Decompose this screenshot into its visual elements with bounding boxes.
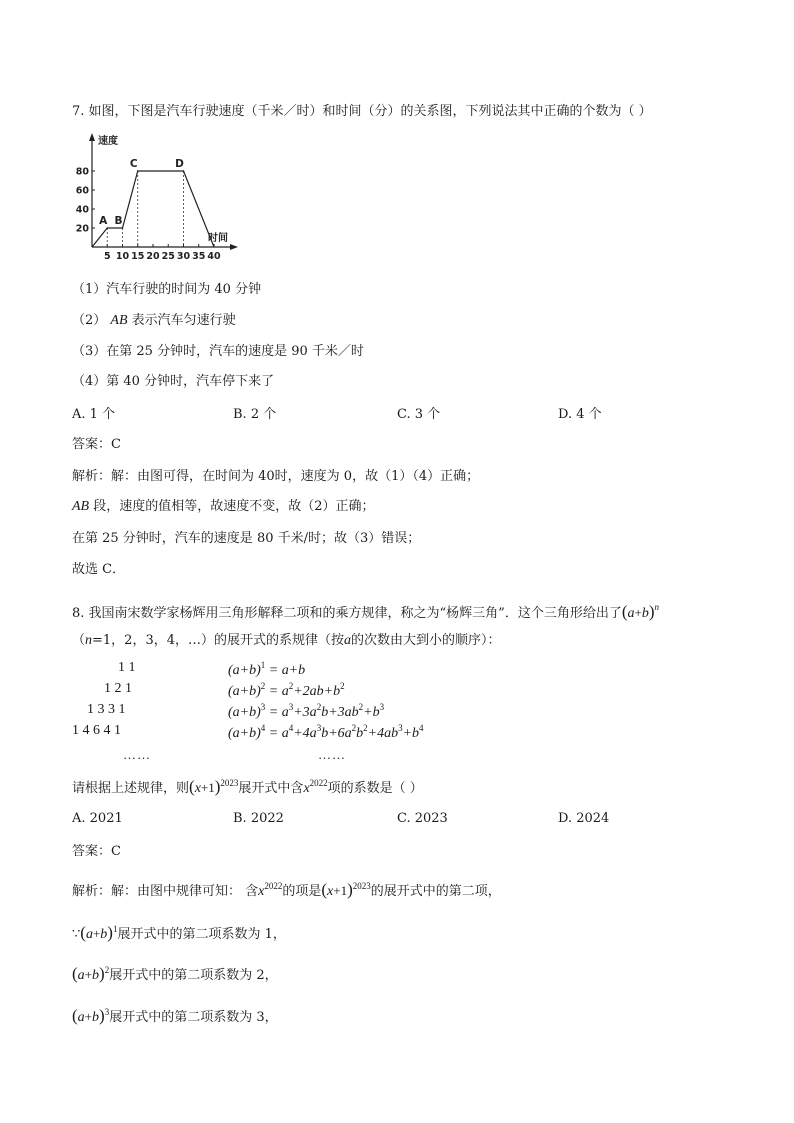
data-point: [122, 227, 124, 229]
expansion-3: $(a+b)^3 = a^3+3a^2b+3ab^2+b^3$: [228, 702, 385, 720]
q7-option-a: A. 1 个: [72, 407, 116, 422]
q8-solution-1-mid: 的项是: [282, 884, 322, 899]
q8-option-d: D. 2024: [558, 811, 610, 826]
triangle-dots: ……: [123, 747, 151, 762]
q8-stem-a: a: [344, 633, 351, 648]
q7-option-b: B. 2 个: [233, 407, 277, 422]
q8-solution-4: $(a+b)^3$展开式中的第二项系数为 3，: [72, 1006, 278, 1025]
q8-solution-3-text: 展开式中的第二项系数为 2，: [109, 968, 278, 983]
q7-statement-2-prefix: （2）: [72, 313, 107, 328]
q7-answer: 答案：C: [72, 437, 121, 452]
q8-question-post: 展开式中含: [238, 781, 304, 796]
q8-solution-2: $\because(a+b)^1$展开式中的第二项系数为 1，: [72, 923, 286, 942]
q8-exponent-2022: 2022: [309, 778, 328, 788]
q8-stem-line-2: [72, 632, 501, 650]
q8-solution-exp-2022: 2022: [264, 881, 283, 891]
q8-answer: 答案：C: [72, 844, 121, 859]
expansion-2: $(a+b)^2 = a^2+2ab+b^2$: [228, 681, 345, 699]
q8-option-c: C. 2023: [397, 811, 448, 826]
q8-solution-exp-2023: 2023: [352, 881, 371, 891]
q8-stem-order: 的次数由大到小的顺序）：: [351, 633, 501, 648]
x-tick-label: 35: [192, 251, 206, 262]
x-tick-label: 10: [115, 251, 130, 262]
x-tick-label: 30: [176, 251, 191, 262]
data-point: [137, 170, 139, 172]
q8-exponent-2023: 2023: [220, 778, 239, 788]
q8-solution-3: $(a+b)^2$展开式中的第二项系数为 2，: [72, 964, 278, 983]
q8-question-tail: 项的系数是（ ）: [327, 781, 423, 796]
expansion-1: $(a+b)^1 = a+b$: [228, 660, 306, 678]
q7-statement-2-rest: 表示汽车匀速行驶: [127, 313, 236, 328]
y-tick-label: 60: [75, 185, 89, 197]
q7-solution-2-ab: AB: [72, 499, 90, 514]
x-axis-arrow: [230, 244, 238, 250]
q7-statement-2-ab: AB: [110, 313, 128, 328]
y-tick-label: 80: [75, 166, 89, 178]
point-label-c: C: [129, 158, 138, 170]
q8-stem-n: n: [85, 633, 93, 648]
y-tick-label: 20: [75, 223, 89, 235]
expansion-4: $(a+b)^4 = a^4+4a^3b+6a^2b^2+4ab^3+b^4$: [228, 723, 424, 741]
x-tick-label: 5: [103, 251, 111, 262]
q8-solution-4-text: 展开式中的第二项系数为 3，: [109, 1010, 278, 1025]
q7-options: [72, 403, 712, 421]
x-tick-label: 15: [131, 251, 145, 262]
q7-statement-4: （4）第 40 分钟时，汽车停下来了: [72, 374, 275, 389]
q8-solution-1-pre: 解析：解：由图中规律可知： 含: [72, 884, 259, 899]
q7-solution-3: 在第 25 分钟时，汽车的速度是 80 千米/时；故（3）错误；: [72, 531, 421, 546]
q7-option-c: C. 3 个: [397, 407, 441, 422]
x-tick-label: 25: [161, 251, 175, 262]
q8-options: [72, 811, 712, 829]
data-point: [183, 170, 185, 172]
triangle-row-4: 1 4 6 4 1: [72, 723, 121, 738]
data-point: [106, 227, 108, 229]
expansion-dots: ……: [318, 747, 346, 762]
q8-question: 请根据上述规律，则$(x+1)^{2023}$展开式中含$x^{2022}$项的系数是（ ）: [72, 777, 423, 796]
q8-option-b: B. 2022: [233, 811, 284, 826]
triangle-row-2: 1 2 1: [104, 681, 132, 696]
q7-statement-2: [72, 312, 236, 330]
point-label-a: A: [99, 215, 108, 227]
q7-solution-4: 故选 C．: [72, 562, 126, 577]
q7-option-d: D. 4 个: [558, 407, 602, 422]
y-tick-label: 40: [75, 204, 89, 216]
speed-time-chart: [72, 130, 272, 265]
q7-solution-2: [72, 498, 375, 516]
q8-stem-text: 8. 我国南宋数学家杨辉用三角形解释二项和的乘方规律，称之为“杨辉三角”．这个三角形给出了: [72, 606, 622, 621]
x-axis-label: 时间: [208, 233, 228, 244]
point-label-d: D: [175, 158, 184, 170]
q7-statement-3: （3）在第 25 分钟时，汽车的速度是 90 千米／时: [72, 344, 364, 359]
speed-series-line: [92, 171, 214, 247]
q7-statement-1: （1）汽车行驶的时间为 40 分钟: [72, 282, 262, 297]
because-symbol: ∵: [72, 927, 81, 942]
q8-solution-2-text: 展开式中的第二项系数为 1，: [117, 927, 286, 942]
x-tick-label: 40: [207, 251, 221, 262]
q7-stem: 7. 如图，下图是汽车行驶速度（千米／时）和时间（分）的关系图，下列说法其中正确的个数为（ ）: [72, 104, 652, 119]
y-axis-arrow: [89, 133, 95, 141]
triangle-row-1: 1 1: [118, 660, 136, 675]
q8-question-pre: 请根据上述规律，则: [72, 781, 190, 796]
q8-stem-line-1: 8. 我国南宋数学家杨辉用三角形解释二项和的乘方规律，称之为“杨辉三角”．这个三角形给出了$(a+b)^n$: [72, 602, 660, 621]
y-axis-label: 速度: [98, 136, 118, 147]
x-tick-label: 20: [146, 251, 160, 262]
q8-stem-paren: （: [72, 633, 86, 648]
q7-solution-1: 解析：解：由图可得，在时间为 40时，速度为 0，故（1）（4）正确；: [72, 469, 480, 484]
q8-stem-rule: =1，2，3，4，…）的展开式的系规律（按: [92, 633, 344, 648]
q7-solution-2-rest: 段，速度的值相等，故速度不变，故（2）正确；: [89, 499, 375, 514]
q8-solution-1: 解析：解：由图中规律可知： 含$x^{2022}$的项是$(x+1)^{2023}$的展开式中的第二项，: [72, 880, 501, 899]
point-label-b: B: [114, 215, 123, 227]
q8-solution-1-post: 的展开式中的第二项，: [370, 884, 501, 899]
q8-option-a: A. 2021: [72, 811, 123, 826]
triangle-row-3: 1 3 3 1: [87, 702, 126, 717]
